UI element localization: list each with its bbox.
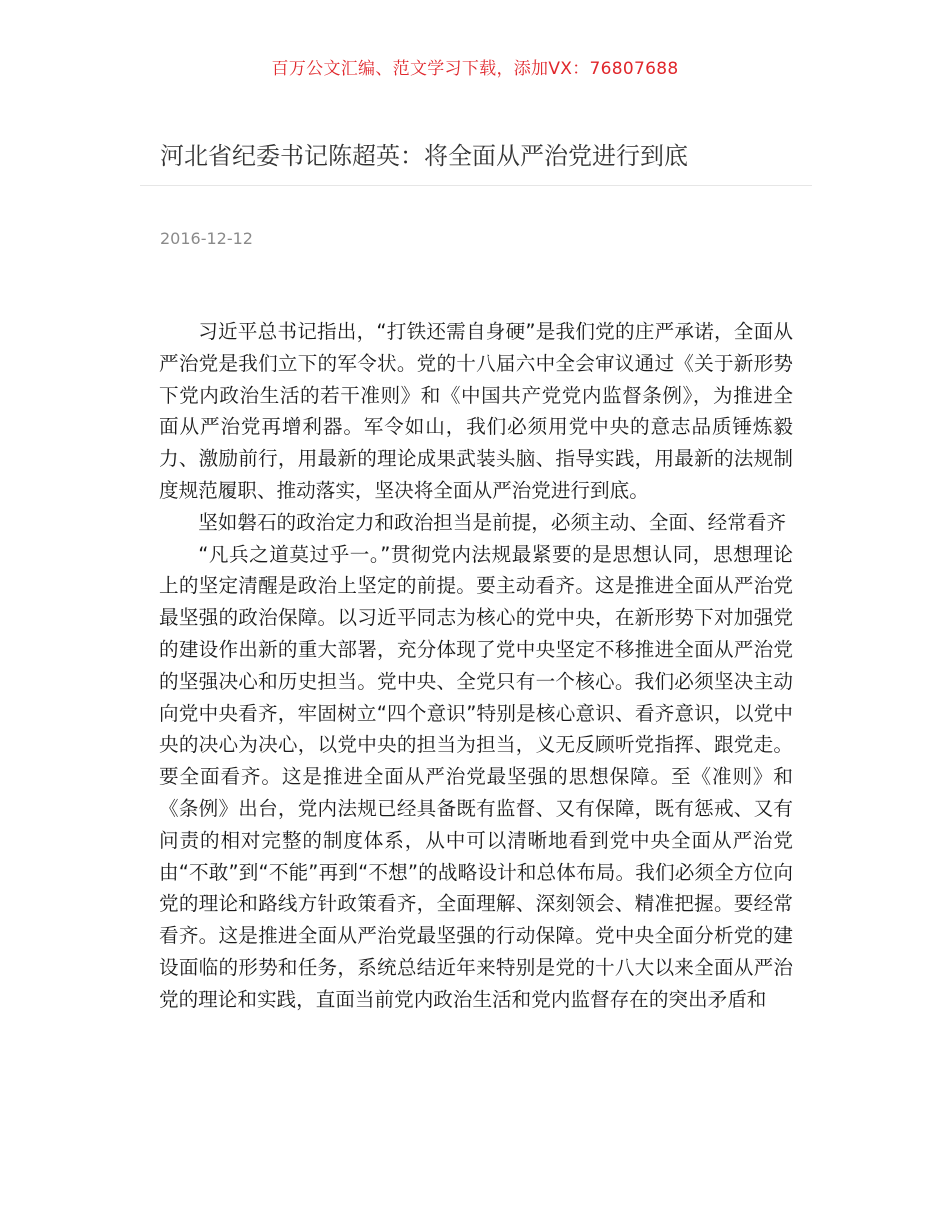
publish-date: 2016-12-12 (160, 229, 253, 248)
article-body (159, 316, 793, 1016)
promo-banner: 百万公文汇编、范文学习下载，添加VX：76807688 (271, 59, 679, 79)
article-title: 河北省纪委书记陈超英：将全面从严治党进行到底 (160, 142, 688, 170)
article-paragraph: 习近平总书记指出，“打铁还需自身硬”是我们党的庄严承诺，全面从严治党是我们立下的军令状。党的十八届六中全会审议通过《关于新形势下党内政治生活的若干准则》和《中国共产党党内监督条例》，为推进全面从严治党再增利器。军令如山，我们必须用党中央的意志品质锤炼毅力、激励前行，用最新的理论成果武装头脑、指导实践，用最新的法规制度规范履职、推动落实，坚决将全面从严治党进行到底。 (159, 320, 793, 502)
title-divider (140, 185, 812, 186)
article-subheading: 坚如磐石的政治定力和政治担当是前提，必须主动、全面、经常看齐 (198, 510, 786, 534)
article-paragraph: “凡兵之道莫过乎一。”贯彻党内法规最紧要的是思想认同，思想理论上的坚定清醒是政治上坚定的前提。要主动看齐。这是推进全面从严治党最坚强的政治保障。以习近平同志为核心的党中央，在新形势下对加强党的建设作出新的重大部署，充分体现了党中央坚定不移推进全面从严治党的坚强决心和历史担当。党中央、全党只有一个核心。我们必须坚决主动向党中央看齐，牢固树立“四个意识”特别是核心意识、看齐意识，以党中央的决心为决心，以党中央的担当为担当，义无反顾听党指挥、跟党走。要全面看齐。这是推进全面从严治党最坚强的思想保障。至《准则》和《条例》出台，党内法规已经具备既有监督、又有保障，既有惩戒、又有问责的相对完整的制度体系，从中可以清晰地看到党中央全面从严治党由“不敢”到“不能”再到“不想”的战略设计和总体布局。我们必须全方位向党的理论和路线方针政策看齐，全面理解、深刻领会、精准把握。要经常看齐。这是推进全面从严治党最坚强的行动保障。党中央全面分析党的建设面临的形势和任务，系统总结近年来特别是党的十八大以来全面从严治党的理论和实践，直面当前党内政治生活和党内监督存在的突出矛盾和 (159, 542, 793, 1011)
